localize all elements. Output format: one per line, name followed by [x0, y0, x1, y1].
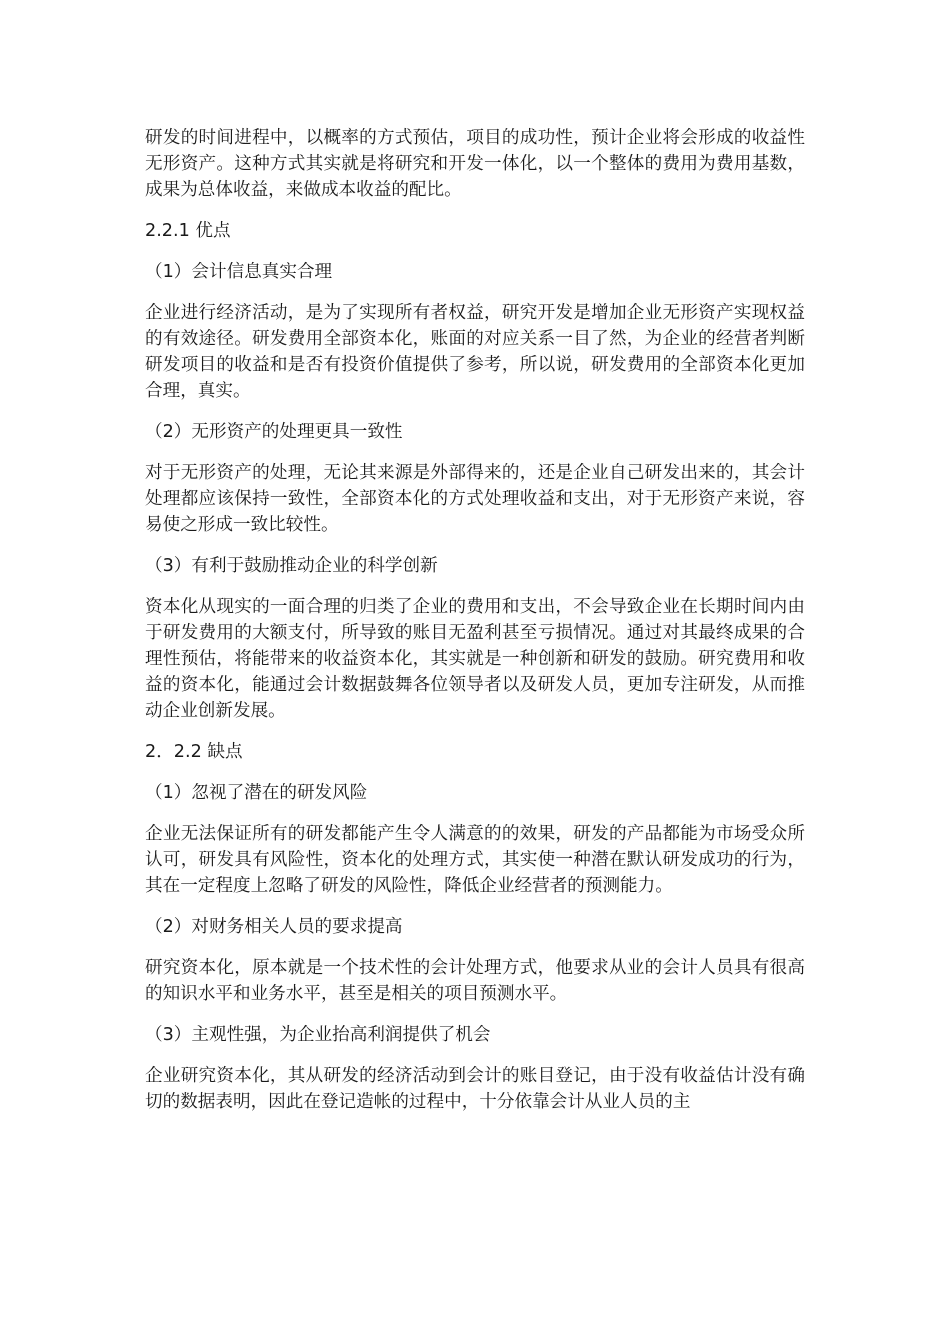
subheading-advantage-1: （1）会计信息真实合理	[145, 262, 333, 282]
subheading-advantage-2: （2）无形资产的处理更具一致性	[145, 422, 403, 442]
document-body	[145, 125, 805, 1130]
paragraph-disadvantage-2: 研究资本化，原本就是一个技术性的会计处理方式，他要求从业的会计人员具有很高的知识水平和业务水平，甚至是相关的项目预测水平。	[145, 958, 805, 1004]
paragraph-advantage-2: 对于无形资产的处理，无论其来源是外部得来的，还是企业自己研发出来的，其会计处理都应该保持一致性，全部资本化的方式处理收益和支出，对于无形资产来说，容易使之形成一致比较性。	[145, 463, 805, 535]
subheading-disadvantage-1: （1）忽视了潜在的研发风险	[145, 783, 368, 803]
paragraph-disadvantage-3: 企业研究资本化，其从研发的经济活动到会计的账目登记，由于没有收益估计没有确切的数据表明，因此在登记造帐的过程中，十分依靠会计从业人员的主	[145, 1066, 805, 1112]
section-heading-advantages: 2.2.1 优点	[145, 221, 231, 241]
paragraph-advantage-3: 资本化从现实的一面合理的归类了企业的费用和支出，不会导致企业在长期时间内由于研发费用的大额支付，所导致的账目无盈利甚至亏损情况。通过对其最终成果的合理性预估，将能带来的收益资本化，其实就是一种创新和研发的鼓励。研究费用和收益的资本化，能通过会计数据鼓舞各位领导者以及研发人员，更加专注研发，从而推动企业创新发展。	[145, 597, 805, 721]
paragraph-advantage-1: 企业进行经济活动，是为了实现所有者权益，研究开发是增加企业无形资产实现权益的有效途径。研发费用全部资本化，账面的对应关系一目了然，为企业的经营者判断研发项目的收益和是否有投资价值提供了参考，所以说，研发费用的全部资本化更加合理，真实。	[145, 303, 805, 401]
subheading-advantage-3: （3）有利于鼓励推动企业的科学创新	[145, 556, 438, 576]
subheading-disadvantage-3: （3）主观性强，为企业抬高利润提供了机会	[145, 1025, 491, 1045]
section-heading-disadvantages: 2．2.2 缺点	[145, 742, 243, 762]
paragraph-intro: 研发的时间进程中，以概率的方式预估，项目的成功性，预计企业将会形成的收益性无形资产。这种方式其实就是将研究和开发一体化，以一个整体的费用为费用基数，成果为总体收益，来做成本收益的配比。	[145, 128, 805, 200]
subheading-disadvantage-2: （2）对财务相关人员的要求提高	[145, 917, 403, 937]
paragraph-disadvantage-1: 企业无法保证所有的研发都能产生令人满意的的效果，研发的产品都能为市场受众所认可，研发具有风险性，资本化的处理方式，其实使一种潜在默认研发成功的行为，其在一定程度上忽略了研发的风险性，降低企业经营者的预测能力。	[145, 824, 805, 896]
